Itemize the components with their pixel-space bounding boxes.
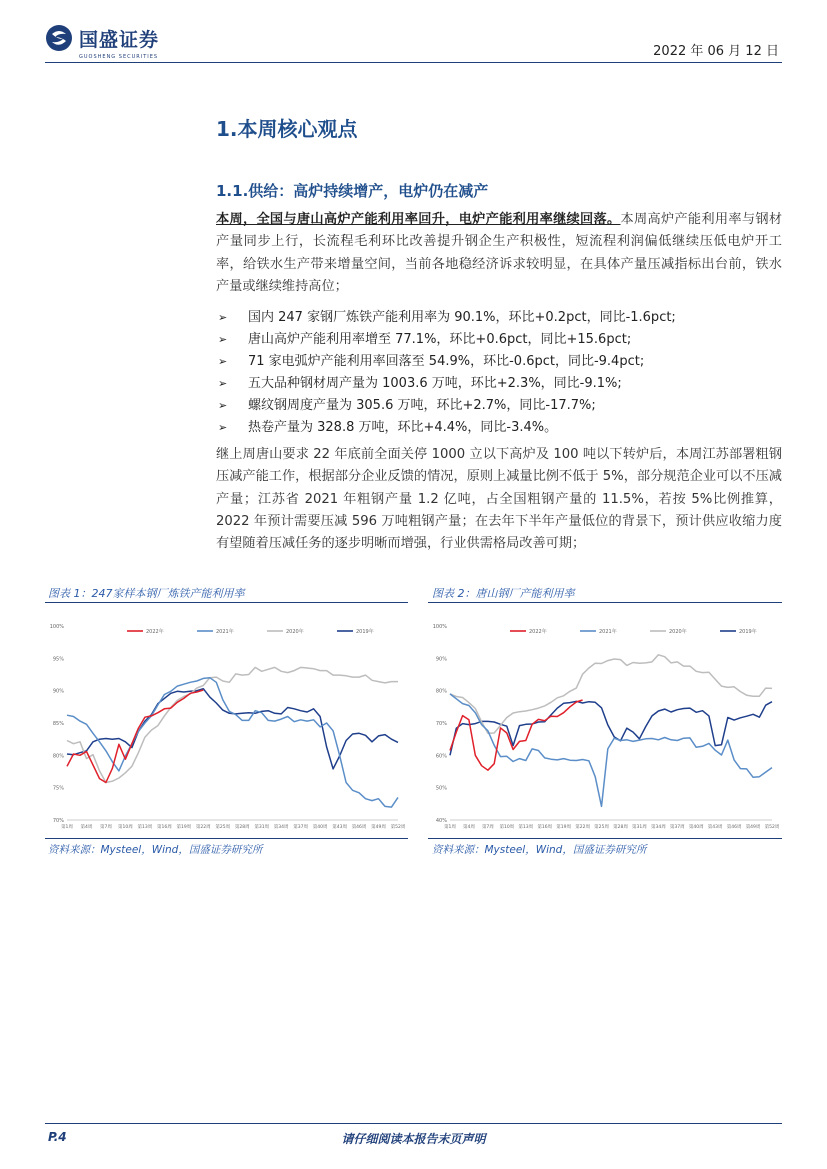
- brand-logo: [45, 24, 160, 60]
- legend-label: 2022年: [146, 629, 164, 635]
- bullet-arrow-icon: ➢: [218, 421, 228, 434]
- x-tick-label: 第22周: [575, 825, 590, 830]
- page-number: P.4: [48, 1130, 67, 1144]
- list-item: ➢ 热卷产量为 328.8 万吨，环比+4.4%，同比-3.4%。: [218, 417, 676, 439]
- x-tick-label: 第52周: [390, 825, 406, 830]
- indicator-list: [218, 307, 676, 439]
- x-tick-label: 第10周: [118, 825, 133, 830]
- y-tick-label: 60%: [435, 753, 447, 760]
- bullet-arrow-icon: ➢: [218, 399, 228, 412]
- x-tick-label: 第7周: [100, 825, 112, 830]
- list-item: ➢ 螺纹钢周度产量为 305.6 万吨，环比+2.7%，同比-17.7%;: [218, 395, 676, 417]
- x-tick-label: 第46周: [351, 825, 367, 830]
- figure-1-source: 资料来源：Mysteel，Wind，国盛证券研究所: [48, 844, 263, 856]
- y-tick-label: 70%: [52, 818, 64, 824]
- y-tick-label: 50%: [435, 785, 447, 792]
- legend-label: 2021年: [216, 629, 234, 635]
- x-tick-label: 第49周: [371, 825, 386, 830]
- brand-mark-icon: [45, 24, 73, 52]
- x-tick-label: 第25周: [215, 825, 231, 830]
- y-tick-label: 75%: [52, 785, 64, 792]
- y-tick-label: 100%: [432, 624, 447, 630]
- x-tick-label: 第1周: [444, 825, 456, 830]
- bullet-arrow-icon: ➢: [218, 377, 228, 390]
- brand-subtitle: GUOSHENG SECURITIES: [79, 54, 159, 60]
- y-tick-label: 80%: [435, 688, 447, 695]
- header-divider: [45, 62, 782, 63]
- legend-label: 2019年: [739, 629, 757, 635]
- brand-name: 国盛证券: [79, 28, 160, 51]
- y-tick-label: 100%: [49, 624, 64, 630]
- legend-label: 2019年: [356, 629, 374, 635]
- figure-2-bottom-rule: [428, 838, 782, 839]
- x-tick-label: 第31周: [254, 825, 270, 830]
- legend-label: 2020年: [286, 629, 304, 635]
- x-tick-label: 第1周: [61, 825, 73, 830]
- figure-2-top-rule: [428, 602, 782, 603]
- x-tick-label: 第31周: [632, 825, 647, 830]
- chart-tangshan-utilization: [428, 612, 782, 832]
- x-tick-label: 第28周: [234, 825, 250, 830]
- x-tick-label: 第25周: [594, 825, 609, 830]
- x-tick-label: 第13周: [137, 825, 153, 830]
- bullet-arrow-icon: ➢: [218, 355, 228, 368]
- x-tick-label: 第4周: [80, 825, 93, 830]
- section-heading: 1.本周核心观点: [216, 117, 358, 141]
- y-tick-label: 90%: [52, 688, 64, 695]
- summary-paragraph: [216, 209, 782, 298]
- report-date: 2022 年 06 月 12 日: [653, 44, 779, 59]
- y-tick-label: 90%: [435, 656, 447, 663]
- list-item: ➢ 五大品种钢材周产量为 1003.6 万吨，环比+2.3%，同比-9.1%;: [218, 373, 676, 395]
- x-tick-label: 第13周: [518, 825, 534, 830]
- summary-body: 本周高炉产能利用率与钢材产量同步上行，长流程毛利环比改善提升钢企生产积极性，短流程利润偏低继续压低电炉开工率，给铁水生产带来增量空间，当前各地稳经济诉求较明显，在具体产量压减指标出台前，铁水产量或继续维持高位；: [216, 212, 783, 294]
- x-tick-label: 第22周: [195, 825, 211, 830]
- legend-label: 2020年: [669, 629, 687, 635]
- x-tick-label: 第34周: [650, 825, 666, 830]
- x-tick-label: 第46周: [726, 825, 742, 830]
- list-item: ➢ 唐山高炉产能利用率增至 77.1%，环比+0.6pct，同比+15.6pct;: [218, 329, 676, 351]
- footer-divider: [45, 1123, 782, 1124]
- y-tick-label: 80%: [52, 753, 64, 760]
- series-line-2019年: [67, 689, 398, 769]
- x-tick-label: 第7周: [481, 825, 494, 830]
- x-tick-label: 第34周: [273, 825, 289, 830]
- series-line-2021年: [67, 678, 398, 807]
- series-line-2021年: [450, 694, 772, 807]
- list-item: ➢ 71 家电弧炉产能利用率回落至 54.9%，环比-0.6pct，同比-9.4pct;: [218, 351, 676, 373]
- bullet-arrow-icon: ➢: [218, 333, 228, 346]
- y-tick-label: 85%: [52, 721, 64, 727]
- x-tick-label: 第49周: [745, 825, 761, 830]
- list-item: ➢ 国内 247 家钢厂炼铁产能利用率为 90.1%，环比+0.2pct，同比-1.6pct;: [218, 307, 676, 329]
- x-tick-label: 第16周: [156, 825, 172, 830]
- x-tick-label: 第28周: [613, 825, 628, 830]
- x-tick-label: 第40周: [688, 825, 704, 830]
- chart-247-steel-mills: [45, 612, 408, 832]
- y-tick-label: 40%: [435, 818, 447, 824]
- summary-lead: 本周，全国与唐山高炉产能利用率回升，电炉产能利用率继续回落。: [216, 212, 621, 227]
- legend-label: 2021年: [599, 629, 617, 635]
- x-tick-label: 第37周: [669, 825, 685, 830]
- y-tick-label: 70%: [435, 721, 447, 727]
- x-tick-label: 第4周: [463, 825, 475, 830]
- disclaimer-note: 请仔细阅读本报告末页声明: [341, 1132, 486, 1146]
- x-tick-label: 第37周: [293, 825, 309, 830]
- x-tick-label: 第19周: [176, 825, 192, 830]
- x-tick-label: 第52周: [764, 825, 780, 830]
- legend-label: 2022年: [529, 629, 547, 635]
- x-tick-label: 第43周: [707, 825, 723, 830]
- series-line-2020年: [450, 655, 772, 734]
- x-tick-label: 第10周: [499, 825, 515, 830]
- bullet-arrow-icon: ➢: [218, 311, 228, 324]
- subsection-heading: 1.1.供给：高炉持续增产，电炉仍在减产: [216, 182, 489, 200]
- series-line-2022年: [67, 690, 203, 783]
- figure-2-title: 图表 2：唐山钢厂产能利用率: [432, 587, 575, 600]
- figure-1-top-rule: [45, 602, 408, 603]
- x-tick-label: 第40周: [312, 825, 328, 830]
- series-line-2020年: [67, 667, 398, 782]
- x-tick-label: 第19周: [556, 825, 572, 830]
- policy-paragraph: 继上周唐山要求 22 年底前全面关停 1000 立以下高炉及 100 吨以下转炉后，本周江苏部署粗钢压减产能工作，根据部分企业反馈的情况，原则上减量比例不低于 5%，部分规范企业可以不压减产量；江苏省 2021 年粗钢产量 1.2 亿吨，占全国粗钢产量的 11.5%，若按 5%比例推算，2022 年预计需要压减 596 万吨粗钢产量；在去年下半年产量低位的背景下，预计供应收缩力度有望随着压减任务的逐步明晰而增强，行业供需格局改善可期；: [216, 447, 782, 552]
- figure-2-source: 资料来源：Mysteel，Wind，国盛证券研究所: [432, 844, 647, 856]
- figure-1-bottom-rule: [45, 838, 408, 839]
- y-tick-label: 95%: [52, 656, 64, 663]
- x-tick-label: 第16周: [537, 825, 553, 830]
- figure-1-title: 图表 1：247家样本钢厂炼铁产能利用率: [48, 587, 245, 600]
- x-tick-label: 第43周: [332, 825, 347, 830]
